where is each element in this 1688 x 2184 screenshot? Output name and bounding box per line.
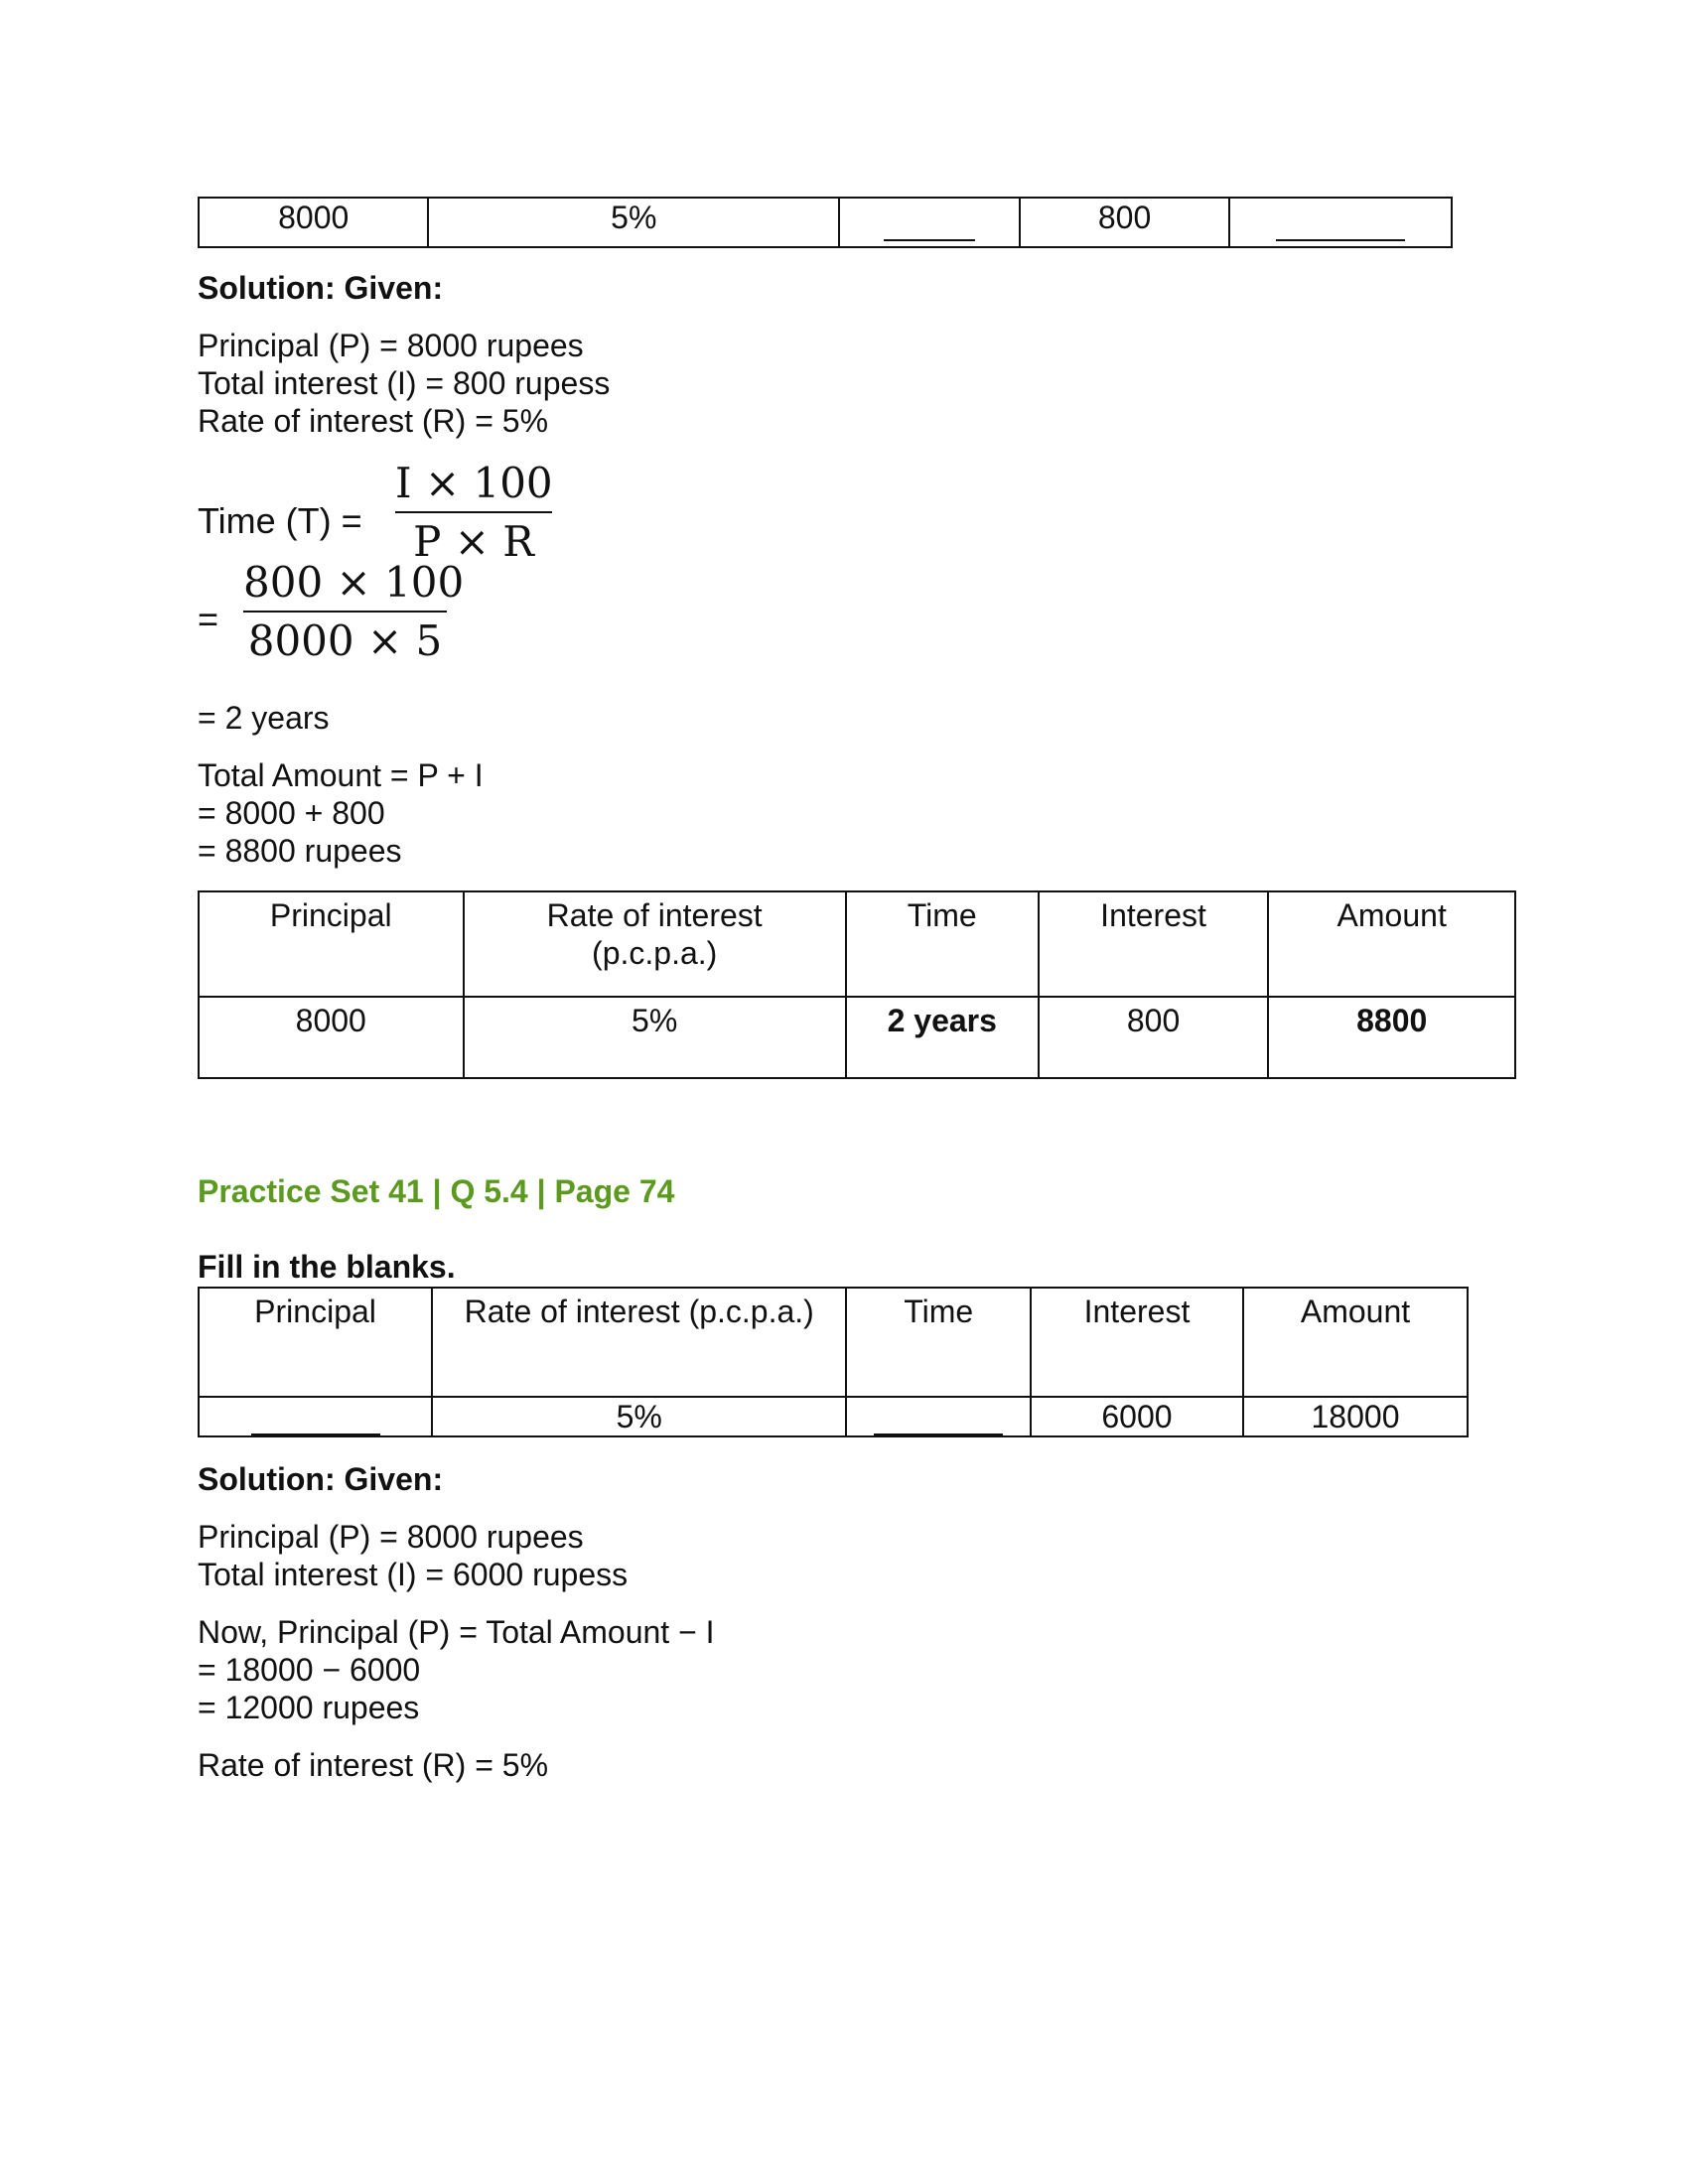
table-row: [199, 997, 1515, 1078]
solution-heading: Solution: Given:: [198, 270, 444, 306]
table-fill-blanks-q53: [198, 197, 1453, 248]
cell-rate: 5%: [464, 997, 846, 1078]
header-interest: Interest: [1031, 1288, 1243, 1397]
given-principal: Principal (P) = 8000 rupees: [198, 328, 584, 363]
time-result: = 2 years: [198, 700, 330, 736]
cell-principal-blank: [199, 1397, 432, 1436]
question-instruction: Fill in the blanks.: [198, 1249, 456, 1285]
time-formula: [395, 459, 552, 566]
cell-amount-blank: [1229, 198, 1452, 247]
header-rate-line2: (p.c.p.a.): [592, 935, 718, 971]
total-amount-formula: Total Amount = P + I: [198, 757, 484, 793]
cell-interest: 800: [1039, 997, 1269, 1078]
header-principal: Principal: [199, 891, 464, 997]
given-principal: Principal (P) = 8000 rupees: [198, 1519, 584, 1555]
solution-heading: Solution: Given:: [198, 1461, 444, 1497]
fraction-bar: [395, 511, 552, 513]
calc-denominator: 8000 × 5: [247, 616, 443, 665]
cell-interest: 6000: [1031, 1397, 1243, 1436]
given-rate: Rate of interest (R) = 5%: [198, 403, 549, 439]
given-interest: Total interest (I) = 6000 rupess: [198, 1557, 629, 1592]
cell-amount: 8800: [1268, 997, 1515, 1078]
table-fill-blanks-q54: [198, 1287, 1469, 1437]
header-amount: Amount: [1243, 1288, 1468, 1397]
equals-sign: =: [198, 599, 219, 639]
principal-result: = 12000 rupees: [198, 1690, 420, 1725]
table-row: [199, 1397, 1468, 1436]
question-heading: Practice Set 41 | Q 5.4 | Page 74: [198, 1173, 675, 1209]
header-time: Time: [846, 1288, 1031, 1397]
principal-formula: Now, Principal (P) = Total Amount − I: [198, 1614, 715, 1650]
fraction-bar: [243, 611, 447, 613]
cell-interest: 800: [1020, 198, 1229, 247]
cell-rate: 5%: [428, 198, 839, 247]
header-rate-line1: Rate of interest: [546, 897, 763, 933]
cell-time: 2 years: [846, 997, 1039, 1078]
cell-time-blank: [846, 1397, 1031, 1436]
given-rate: Rate of interest (R) = 5%: [198, 1747, 549, 1783]
total-amount-calc: = 8000 + 800: [198, 795, 385, 831]
time-calculation: [243, 558, 465, 665]
total-amount-result: = 8800 rupees: [198, 833, 402, 869]
time-label: Time (T) =: [198, 500, 362, 541]
header-time: Time: [846, 891, 1039, 997]
given-interest: Total interest (I) = 800 rupess: [198, 365, 611, 401]
cell-amount: 18000: [1243, 1397, 1468, 1436]
header-principal: Principal: [199, 1288, 432, 1397]
header-rate: Rate of interest (p.c.p.a.): [432, 1288, 846, 1397]
cell-rate: 5%: [432, 1397, 846, 1436]
cell-principal: 8000: [199, 198, 428, 247]
header-amount: Amount: [1268, 891, 1515, 997]
header-interest: Interest: [1039, 891, 1269, 997]
table-header-row: [199, 1288, 1468, 1397]
cell-principal: 8000: [199, 997, 464, 1078]
header-rate: [464, 891, 846, 997]
formula-numerator: I × 100: [395, 459, 553, 507]
cell-time-blank: [839, 198, 1020, 247]
table-answer-q53: [198, 890, 1516, 1079]
table-header-row: [199, 891, 1515, 997]
formula-denominator: P × R: [413, 517, 534, 566]
table-row: [199, 198, 1452, 247]
principal-calc: = 18000 − 6000: [198, 1652, 421, 1688]
calc-numerator: 800 × 100: [243, 558, 465, 607]
